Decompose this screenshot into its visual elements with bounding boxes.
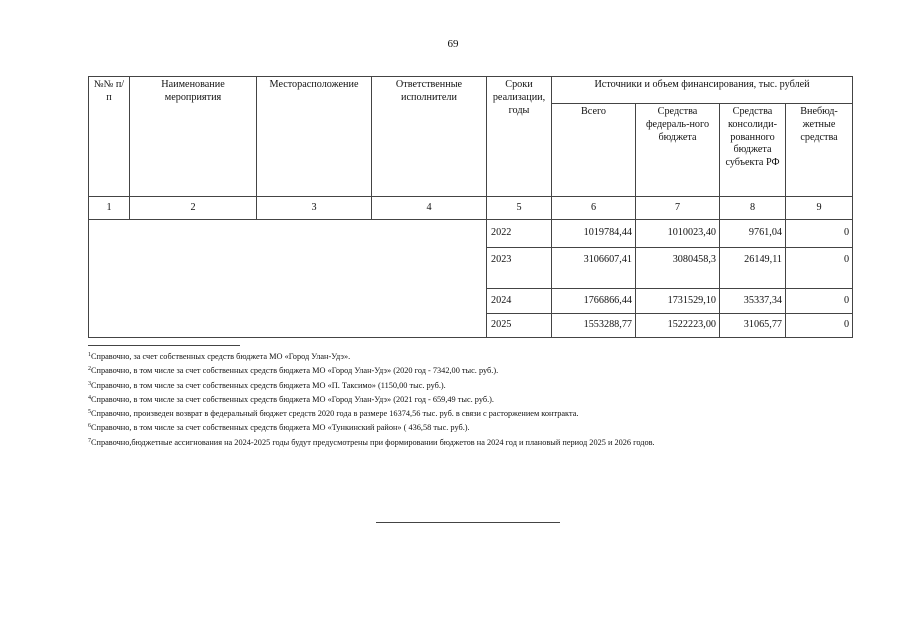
header-terms: Сроки реализации, годы (487, 77, 552, 197)
footnote (88, 420, 868, 434)
footnote-mark: 5 (88, 409, 91, 416)
financing-table (88, 76, 853, 338)
year-cell: 2023 (487, 248, 552, 289)
page-number: 69 (447, 38, 459, 50)
column-number: 1 (89, 197, 130, 220)
year-cell: 2025 (487, 314, 552, 338)
regional-cell: 26149,11 (720, 248, 786, 289)
header-regional: Средства консолиди-рованного бюджета субъекта РФ (720, 104, 786, 197)
footnote-text: Справочно, за счет собственных средств бюджета МО «Город Улан-Удэ». (91, 352, 351, 361)
federal-cell: 1010023,40 (636, 220, 720, 248)
footnote-text: Справочно, произведен возврат в федеральный бюджет средств 2020 года в размере 16374,56 тыс. руб. в связи с расторжением контракта. (91, 409, 579, 419)
footnote (88, 406, 868, 420)
federal-cell: 1522223,00 (636, 314, 720, 338)
total-cell: 1019784,44 (552, 220, 636, 248)
offbudget-cell: 0 (786, 289, 853, 314)
footnote-mark: 4 (88, 394, 91, 401)
offbudget-cell: 0 (786, 248, 853, 289)
regional-cell: 35337,34 (720, 289, 786, 314)
header-location: Месторасположение (257, 77, 372, 197)
footnote-mark: 1 (88, 352, 91, 358)
year-cell: 2022 (487, 220, 552, 248)
federal-cell: 3080458,3 (636, 248, 720, 289)
footnote (88, 435, 868, 449)
header-total: Всего (552, 104, 636, 197)
footnote-mark: 7 (88, 437, 91, 444)
regional-cell: 9761,04 (720, 220, 786, 248)
federal-cell: 1731529,10 (636, 289, 720, 314)
header-name: Наименование мероприятия (130, 77, 257, 197)
header-offbudget: Внебюд-жетные средства (786, 104, 853, 197)
footnote-text: Справочно, в том числе за счет собственных средств бюджета МО «Тункинский район» ( 436,58 тыс. руб.). (91, 423, 470, 433)
offbudget-cell: 0 (786, 220, 853, 248)
column-number: 3 (257, 197, 372, 220)
regional-cell: 31065,77 (720, 314, 786, 338)
footnote (88, 392, 868, 406)
year-cell: 2024 (487, 289, 552, 314)
total-cell: 3106607,41 (552, 248, 636, 289)
total-cell: 1766866,44 (552, 289, 636, 314)
header-responsible: Ответственные исполнители (372, 77, 487, 197)
footnote-text: Справочно, в том числе за счет собственных средств бюджета МО «Город Улан-Удэ» (2021 год - 659,49 тыс. руб.). (91, 394, 495, 404)
footnotes (88, 349, 868, 449)
column-number: 7 (636, 197, 720, 220)
footnote-text: Справочно, в том числе за счет собственных средств бюджета МО «Город Улан-Удэ» (2020 год - 7342,00 тыс. руб.). (91, 366, 499, 376)
footnote (88, 378, 868, 392)
footnote-mark: 6 (88, 423, 91, 430)
merged-empty-cell (89, 220, 487, 338)
header-num: №№ п/п (89, 77, 130, 197)
footnote-mark: 3 (88, 380, 91, 387)
bottom-divider (376, 522, 560, 523)
header-row-1 (89, 77, 853, 104)
column-number: 6 (552, 197, 636, 220)
column-number-row (89, 197, 853, 220)
total-cell: 1553288,77 (552, 314, 636, 338)
footnote-separator (88, 345, 240, 346)
offbudget-cell: 0 (786, 314, 853, 338)
column-number: 4 (372, 197, 487, 220)
footnote-mark: 2 (88, 366, 91, 373)
column-number: 9 (786, 197, 853, 220)
footnote (88, 363, 868, 377)
table-row (89, 220, 853, 248)
column-number: 8 (720, 197, 786, 220)
column-number: 2 (130, 197, 257, 220)
column-number: 5 (487, 197, 552, 220)
header-sources: Источники и объем финансирования, тыс. рублей (552, 77, 853, 104)
footnote-text: Справочно,бюджетные ассигнования на 2024-2025 годы будут предусмотрены при формировании бюджетов на 2024 год и плановый период 2025 и 2026 годов. (91, 437, 655, 447)
footnote (88, 349, 868, 363)
header-federal: Средства федераль-ного бюджета (636, 104, 720, 197)
footnote-text: Справочно, в том числе за счет собственных средств бюджета МО «П. Таксимо» (1150,00 тыс. руб.). (91, 380, 446, 390)
